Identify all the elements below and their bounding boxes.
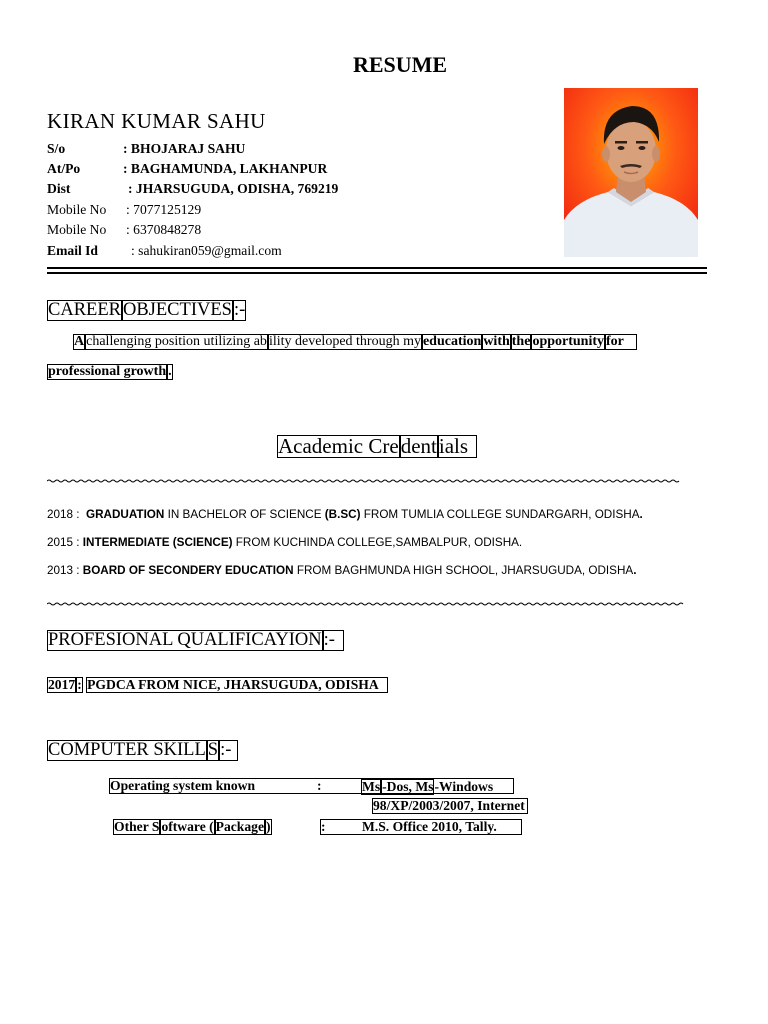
edu-text: FROM KUCHINDA COLLEGE,SAMBALPUR, ODISHA. bbox=[232, 536, 523, 549]
professional-qualification-heading bbox=[47, 630, 344, 651]
career-text-line-2 bbox=[47, 364, 173, 380]
contact-value-email: : sahukiran059@gmail.com bbox=[131, 243, 282, 258]
wavy-divider bbox=[47, 479, 702, 483]
career-text-part: education bbox=[422, 334, 482, 349]
career-text-part: with bbox=[483, 334, 510, 349]
academic-entry-2018 bbox=[47, 508, 643, 521]
edu-level: GRADUATION bbox=[86, 508, 165, 521]
skills-other-row bbox=[113, 819, 272, 835]
skills-other-part: Package bbox=[215, 819, 264, 834]
contact-label-so: S/o bbox=[47, 141, 66, 156]
edu-level: INTERMEDIATE (SCIENCE) bbox=[82, 536, 233, 549]
contact-label-atpo: At/Po bbox=[47, 161, 81, 176]
edu-end: . bbox=[633, 564, 637, 577]
academic-entry-2015 bbox=[47, 536, 522, 549]
edu-year: 2018 : bbox=[47, 508, 80, 521]
heading-part: ials bbox=[438, 435, 477, 458]
page-title: RESUME bbox=[352, 52, 448, 77]
edu-level: BOARD OF SECONDERY EDUCATION bbox=[82, 564, 294, 577]
candidate-name: KIRAN KUMAR SAHU bbox=[47, 109, 266, 133]
skills-os-box bbox=[109, 778, 514, 794]
career-text-line-1 bbox=[73, 334, 637, 350]
edu-degree: (B.SC) bbox=[324, 508, 364, 521]
contact-value-dist: : JHARSUGUDA, ODISHA, 769219 bbox=[128, 181, 339, 196]
academic-entry-2013 bbox=[47, 564, 636, 577]
skills-other-value: M.S. Office 2010, Tally. bbox=[362, 819, 497, 834]
career-text-part: A bbox=[74, 334, 85, 349]
heading-colon: :- bbox=[233, 300, 246, 320]
skills-os-label: Operating system known bbox=[110, 778, 256, 793]
heading-part: S bbox=[207, 740, 219, 760]
contact-label-mobile-2: Mobile No bbox=[47, 222, 107, 237]
career-text-part: professional growth bbox=[48, 364, 167, 379]
contact-label-email: Email Id bbox=[47, 243, 98, 258]
contact-value-so: : BHOJARAJ SAHU bbox=[123, 141, 246, 156]
heading-colon: :- bbox=[219, 740, 238, 761]
header-divider-top bbox=[47, 267, 707, 269]
skills-other-value-row bbox=[320, 819, 522, 835]
academic-credentials-heading bbox=[277, 434, 477, 459]
heading-part: COMPUTER SKILL bbox=[48, 740, 206, 760]
skills-os-row-2 bbox=[372, 798, 528, 814]
career-text-part: ility developed through my bbox=[268, 334, 421, 349]
skills-os-value-part: -Windows bbox=[434, 779, 494, 794]
heading-word-career: CAREER bbox=[48, 300, 121, 320]
heading-part: PROFESIONAL QUALIFICAYION bbox=[48, 630, 322, 650]
heading-word-objectives: OBJECTIVES bbox=[122, 300, 232, 320]
skills-os-value-line2: 98/XP/2003/2007, Internet bbox=[372, 798, 528, 814]
professional-entry bbox=[47, 677, 388, 693]
heading-colon: :- bbox=[323, 630, 344, 651]
skills-other-part: Other S bbox=[114, 819, 160, 834]
header-divider-bottom bbox=[47, 272, 707, 274]
career-objectives-heading bbox=[47, 300, 246, 321]
career-text-part: opportunity bbox=[532, 334, 605, 349]
career-text-part: challenging position utilizing ab bbox=[86, 334, 267, 349]
edu-year: 2015 : bbox=[47, 536, 80, 549]
skills-os-row bbox=[109, 778, 514, 794]
career-text-part: . bbox=[168, 364, 172, 379]
pq-colon: : bbox=[77, 677, 82, 692]
skills-other-part: ) bbox=[266, 819, 271, 834]
computer-skills-heading bbox=[47, 740, 238, 761]
wavy-divider bbox=[47, 602, 702, 606]
contact-label-mobile-1: Mobile No bbox=[47, 202, 107, 217]
contact-label-dist: Dist bbox=[47, 181, 71, 196]
edu-text: FROM TUMLIA COLLEGE SUNDARGARH, ODISHA bbox=[363, 508, 640, 521]
contact-value-mobile-2: : 6370848278 bbox=[126, 222, 202, 237]
skills-os-value-part: Ms bbox=[362, 779, 381, 794]
skills-other-value-box bbox=[320, 819, 522, 835]
skills-other-part: oftware ( bbox=[161, 819, 214, 834]
skills-colon: : bbox=[321, 819, 326, 834]
heading-part: dent bbox=[400, 434, 437, 458]
pq-year: 2017 bbox=[48, 677, 76, 692]
pq-text: PGDCA FROM NICE, JHARSUGUDA, ODISHA bbox=[86, 677, 388, 693]
skills-colon: : bbox=[317, 778, 322, 793]
contact-value-mobile-1: : 7077125129 bbox=[126, 202, 202, 217]
edu-text: FROM BAGHMUNDA HIGH SCHOOL, JHARSUGUDA, ODISHA bbox=[293, 564, 634, 577]
edu-year: 2013 : bbox=[47, 564, 80, 577]
career-text-part: the bbox=[511, 334, 531, 349]
skills-os-value-part: -Dos, Ms bbox=[382, 779, 434, 794]
contact-value-atpo: : BAGHAMUNDA, LAKHANPUR bbox=[123, 161, 328, 176]
career-text-part: for bbox=[605, 334, 637, 350]
profile-photo bbox=[564, 88, 698, 257]
edu-end: . bbox=[639, 508, 643, 521]
heading-part: Academic Cre bbox=[278, 434, 399, 458]
edu-text: IN BACHELOR OF SCIENCE bbox=[164, 508, 325, 521]
